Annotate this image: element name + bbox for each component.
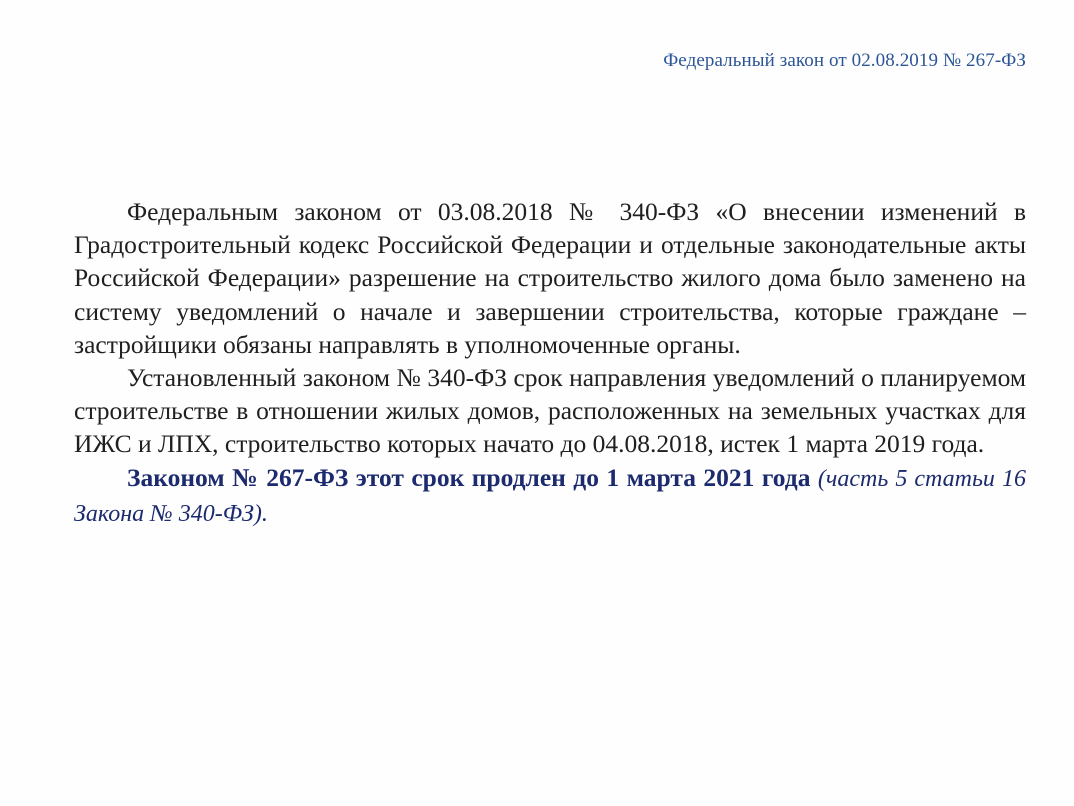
paragraph-2: Установленный законом № 340-ФЗ срок направления уведомлений о планируемом строительстве в отношении жилых домов, расположенных на земельных участках для ИЖС и ЛПХ, строительство которых начато до 04.08.2018, истек 1 марта 2019 года.	[74, 363, 1026, 459]
source-citation: (часть 5 статьи 16 Закона № 340-ФЗ).	[74, 465, 1026, 527]
paragraph-3	[74, 461, 1026, 531]
highlight-statement: Законом № 267-ФЗ этот срок продлен до 1 марта 2021 года	[127, 462, 811, 492]
law-reference-header: Федеральный закон от 02.08.2019 № 267-ФЗ	[663, 50, 1026, 71]
paragraph-1: Федеральным законом от 03.08.2018 № 340-ФЗ «О внесении изменений в Градостроительный кодекс Российской Федерации и отдельные законодательные акты Российской Федерации» разрешение на строительство жилого дома было заменено на систему уведомлений о начале и завершении строительства, которые граждане – застройщики обязаны направлять в уполномоченные органы.	[74, 197, 1026, 359]
slide-body	[74, 195, 1026, 531]
